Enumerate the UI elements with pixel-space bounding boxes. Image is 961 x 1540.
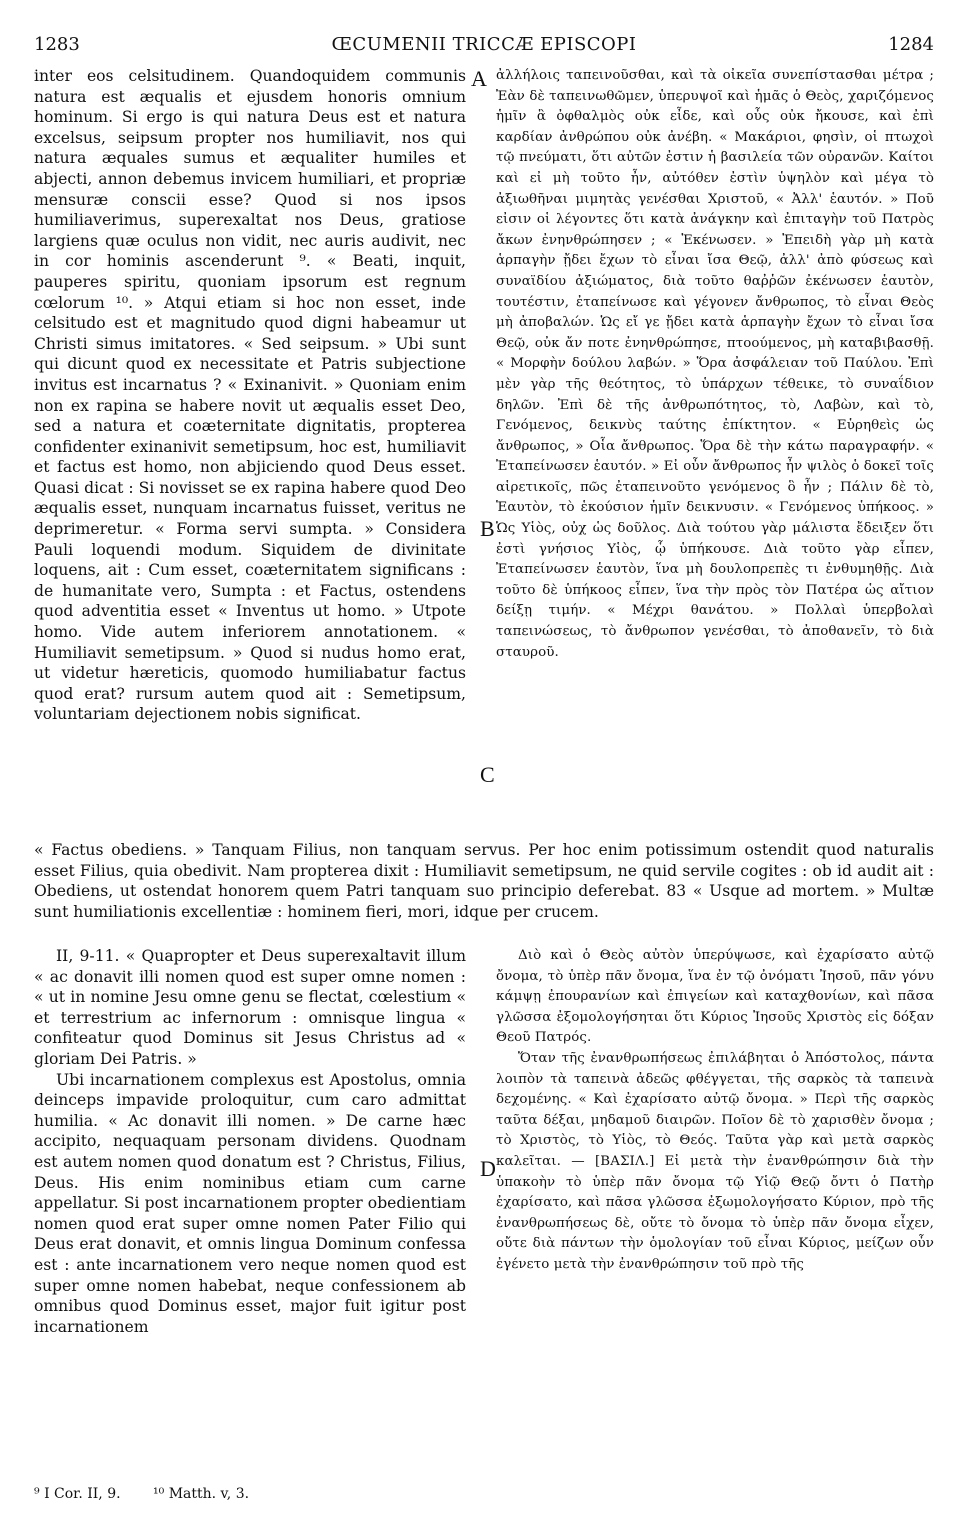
margin-marker-a: A [471, 66, 487, 91]
margin-marker-b: B [480, 516, 495, 541]
page-number-right: 1284 [888, 34, 934, 55]
greek-verse: Διὸ καὶ ὁ Θεὸς αὐτὸν ὑπερύψωσε, καὶ ἐχαρίσατο αὐτῷ ὄνομα, τὸ ὑπὲρ πᾶν ὄνομα, ἵνα ἐν τῷ ὀνόματι Ἰησοῦ, πᾶν γόνυ κάμψῃ ἐπουρανίων καὶ ἐπιγείων καὶ καταχθονίων, καὶ πᾶσα γλῶσσα ἐξομολογήσηται ὅτι Κύριος Ἰησοῦς Χριστὸς εἰς δόξαν Θεοῦ Πατρός. [496, 948, 934, 1046]
latin-verse: II, 9-11. « Quapropter et Deus superexaltavit illum « ac donavit illi nomen quod est super omne nomen : « ut in nomine Jesu omne genu se flectat, cœlestium « et terrestrium ac infernorum : omnisque lingua « confiteatur quod Dominus sit Jesus Christus ad « gloriam Dei Patris. » [34, 947, 466, 1068]
greek-text: ἀλλήλοις ταπεινοῦσθαι, καὶ τὰ οἰκεῖα συνεπίστασθαι μέτρα ; Ἐὰν δὲ ταπεινωθῶμεν, ὑπερυψοῖ καὶ ἡμᾶς ὁ Θεὸς, χαριζόμενος ἡμῖν ἃ ὀφθαλμὸς οὐκ εἶδε, καὶ οὖς οὐκ ἤκουσε, καὶ ἐπὶ καρδίαν ἀνθρώπου οὐκ ἀνέβη. « Μακάριοι, φησὶν, οἱ πτωχοὶ τῷ πνεύματι, ὅτι αὐτῶν ἐστιν ἡ βασιλεία τῶν οὐρανῶν. Καίτοι καὶ εἰ μὴ τοῦτο ἦν, αὐτόθεν ἐστὶν ὑψηλὸν καὶ μέγα τὸ ἀξιωθῆναι μιμητὰς γενέσθαι Χριστοῦ, « Ἀλλ' ἑαυτόν. » Ποῦ εἰσιν οἱ λέγοντες ὅτι κατὰ ἀνάγκην καὶ ἐπιταγὴν τοῦ Πατρὸς ἄκων ἐνηνθρώπησεν ; « Ἐκένωσεν. » Ἐπειδὴ γὰρ μὴ κατὰ ἁρπαγὴν ᾔδει ἔχων τὸ εἶναι ἴσα Θεῷ, ἀλλ' ἀπὸ φύσεως καὶ συναϊδίου ἀξιώματος, διὰ τοῦτο θαῤῥῶν ἐκένωσεν ἑαυτὸν, τουτέστιν, ἐταπείνωσε καὶ γέγονεν ἄνθρωπος, τὸ εἶναι Θεὸς μὴ ἀποβαλών. Ὡς εἴ γε ᾔδει κατὰ ἁρπαγὴν ἔχων τὸ εἶναι ἴσα Θεῷ, οὐκ ἄν ποτε ἐνηνθρώπησε, πτοούμενος, μὴ καταβιβασθῇ. « Μορφὴν δούλου λαβών. » Ὅρα ἀσφάλειαν τοῦ Παύλου. Ἐπὶ μὲν γὰρ τῆς θεότητος, τὸ ὑπάρχων τέθεικε, τὸ συναΐδιον δηλῶν. Ἐπὶ δὲ τῆς ἀνθρωπότητος, τὸ, Λαβὼν, καὶ τὸ, Γενόμενος, δεικνὺς ταύτης ἐπίκτητον. « Εὑρηθεὶς ὡς ἄνθρωπος, » Οἷα ἄνθρωπος. Ὅρα δὲ τὴν κάτω παραγραφήν. « Ἐταπείνωσεν ἑαυτόν. » Εἰ οὖν ἄνθρωπος ἦν ψιλὸς ὁ δοκεῖ τοῖς αἱρετικοῖς, πῶς ἐταπεινοῦτο γενόμενος ὃ ἦν ; Πάλιν δὲ τὸ, Ἑαυτὸν, τὸ ἑκούσιον ἡμῖν δεικνυσιν. « Γενόμενος ὑπήκοος. » Ὡς Υἱὸς, οὐχ ὡς δοῦλος. Διὰ τούτου γὰρ μάλιστα ἔδειξεν ὅτι ἐστὶ γνήσιος Υἱὸς, ᾧ ὑπήκουσε. Διὰ τοῦτο γὰρ εἶπεν, Ἐταπείνωσεν ἑαυτὸν, ἵνα μὴ δουλοπρεπὲς τι ἐνθυμηθῇς. Διὰ τοῦτο δὲ ὑπήκοος εἶπεν, ἵνα τὴν πρὸς τὸν Πατέρα ὡς αἴτιον δείξῃ τιμήν. « Μέχρι θανάτου. » Πολλαὶ ὑπερβολαὶ ταπεινώσεως, τὸ ἄνθρωπον γενέσθαι, τὸ ἀποθανεῖν, τὸ διὰ σταυροῦ. [496, 68, 934, 660]
latin-column-bottom [34, 946, 466, 1337]
latin-text: inter eos celsitudinem. Quandoquidem communis natura est æqualis et ejusdem honoris omnium hominum. Si ergo is qui natura Deus est et natura excelsus, seipsum propter nos humiliavit, nos qui natura æquales sumus et æqualiter humiles et abjecti, annon debemus invicem humiliari, et propriæ mensuræ conscii esse? Quod si nos ipsos humiliaverimus, superexaltat nos Deus, gratiose largiens quæ oculus non vidit, nec auris audivit, nec in cor hominis ascenderunt ⁹. « Beati, inquit, pauperes spiritu, quoniam ipsorum est regnum cœlorum ¹⁰. » Atqui etiam si hoc non esset, inde celsitudo est et magnitudo quod digni habeamur ut Christi simus imitatores. « Sed seipsum. » Ubi sunt qui dicunt quod ex necessitate et Patris subjectione invitus est incarnatus ? « Exinanivit. » Quoniam enim non ex rapina se habere novit ut æqualis esset Deo, sed a natura et coæternitate dignitatis, propterea confidenter exinanivit semetipsum, hoc est, humiliavit et factus est homo, non abjiciendo quod Deus esset. Quasi dicat : Si novisset se ex rapina habere quod Deo æqualis esset, nunquam incarnatus fuisset, veritus ne deprimeretur. « Forma servi sumpta. » Considera Pauli loquendi modum. Siquidem de divinitate loquens, ait : Cum esset, coæternitatem significans : de humanitate vero, Sumpta : et Factus, ostendens quod adventitia esset « Inventus ut homo. » Utpote homo. Vide autem inferiorem annotationem. « Humiliavit semetipsum. » Quod si nudus homo erat, ut videtur hæreticis, quomodo humiliabatur factus quod erat? rursum autem quod ait : Semetipsum, voluntariam dejectionem nobis significat. [34, 67, 466, 724]
page-number-left: 1283 [34, 34, 80, 55]
margin-marker-c: C [480, 762, 495, 787]
greek-column-bottom [496, 946, 934, 1276]
latin-column-top [34, 66, 466, 725]
full-width-text: « Factus obediens. » Tanquam Filius, non tanquam servus. Per hoc enim potissimum ostendit quod naturalis esset Filius, quia obedivit. Nam propterea dixit : Humiliavit semetipsum, ne quid servile cogites : ob id audit ait : Obediens, ut ostendat honorem quem Patri tanquam suo principio deferebat. 83 « Usque ad mortem. » Multæ sunt humiliationis excellentiæ : hominem fieri, mori, idque per crucem. [34, 841, 934, 921]
running-title: ŒCUMENII TRICCÆ EPISCOPI [331, 34, 637, 55]
greek-commentary: Ὅταν τῆς ἐνανθρωπήσεως ἐπιλάβηται ὁ Ἀπόστολος, πάντα λοιπὸν τὰ ταπεινὰ ἀδεῶς φθέγγεται, τῆς σαρκὸς τὰ ταπεινὰ δεχομένης. « Καὶ ἐχαρίσατο αὐτῷ ὄνομα. » Περὶ τῆς σαρκὸς ταῦτα δέξαι, μηδαμοῦ διαιρῶν. Ποῖον δὲ τὸ χαρισθὲν ὄνομα ; τὸ Χριστὸς, τὸ Υἱὸς, τὸ Θεός. Ταῦτα γὰρ καὶ μετὰ σαρκὸς καλεῖται. — [ΒΑΣΙΛ.] Εἰ μετὰ τὴν ἐνανθρώπησιν διὰ τὴν ὑπακοὴν τὸ ὑπὲρ πᾶν ὄνομα τῷ Υἱῷ Θεῷ ὄντι ὁ Πατὴρ ἐχαρίσατο, καὶ πᾶσα γλῶσσα ἐξωμολογήσατο Κύριον, πρὸ τῆς ἐνανθρωπήσεως δὲ, οὔτε τὸ ὄνομα τὸ ὑπὲρ πᾶν ὄνομα εἶχεν, οὔτε διὰ πάντων τὴν ὁμολογίαν τοῦ εἶναι Κύριος, μείζων οὖν ἐγένετο μετὰ τὴν ἐνανθρώπησιν τοῦ πρὸ τῆς [496, 1050, 934, 1272]
page-header [34, 34, 934, 66]
footnote-10: ¹⁰ Matth. v, 3. [153, 1486, 250, 1502]
full-width-paragraph [34, 840, 934, 922]
latin-commentary: Ubi incarnationem complexus est Apostolus, omnia deinceps impavide proloquitur, cum caro admittat humilia. « Ac donavit illi nomen. » De carne hæc accipito, nequaquam personam dividens. Quodnam est autem nomen quod donatum est ? Christus, Filius, Deus. His enim nominibus etiam cum carne appellatur. Si post incarnationem propter obedientiam nomen quod erat super omne nomen Pater Filio qui Deus erat donavit, et omnis lingua Dominum confessa est : ante incarnationem vero neque nomen quod est super omne nomen habebat, neque confessionem ab omnibus quod Dominus esset, major fuit igitur post incarnationem [34, 1070, 466, 1336]
page [34, 34, 934, 1502]
footnote-9: ⁹ I Cor. II, 9. [34, 1486, 121, 1502]
margin-marker-d: D [480, 1156, 496, 1181]
footnotes [34, 1486, 277, 1502]
greek-column-top [496, 66, 934, 663]
